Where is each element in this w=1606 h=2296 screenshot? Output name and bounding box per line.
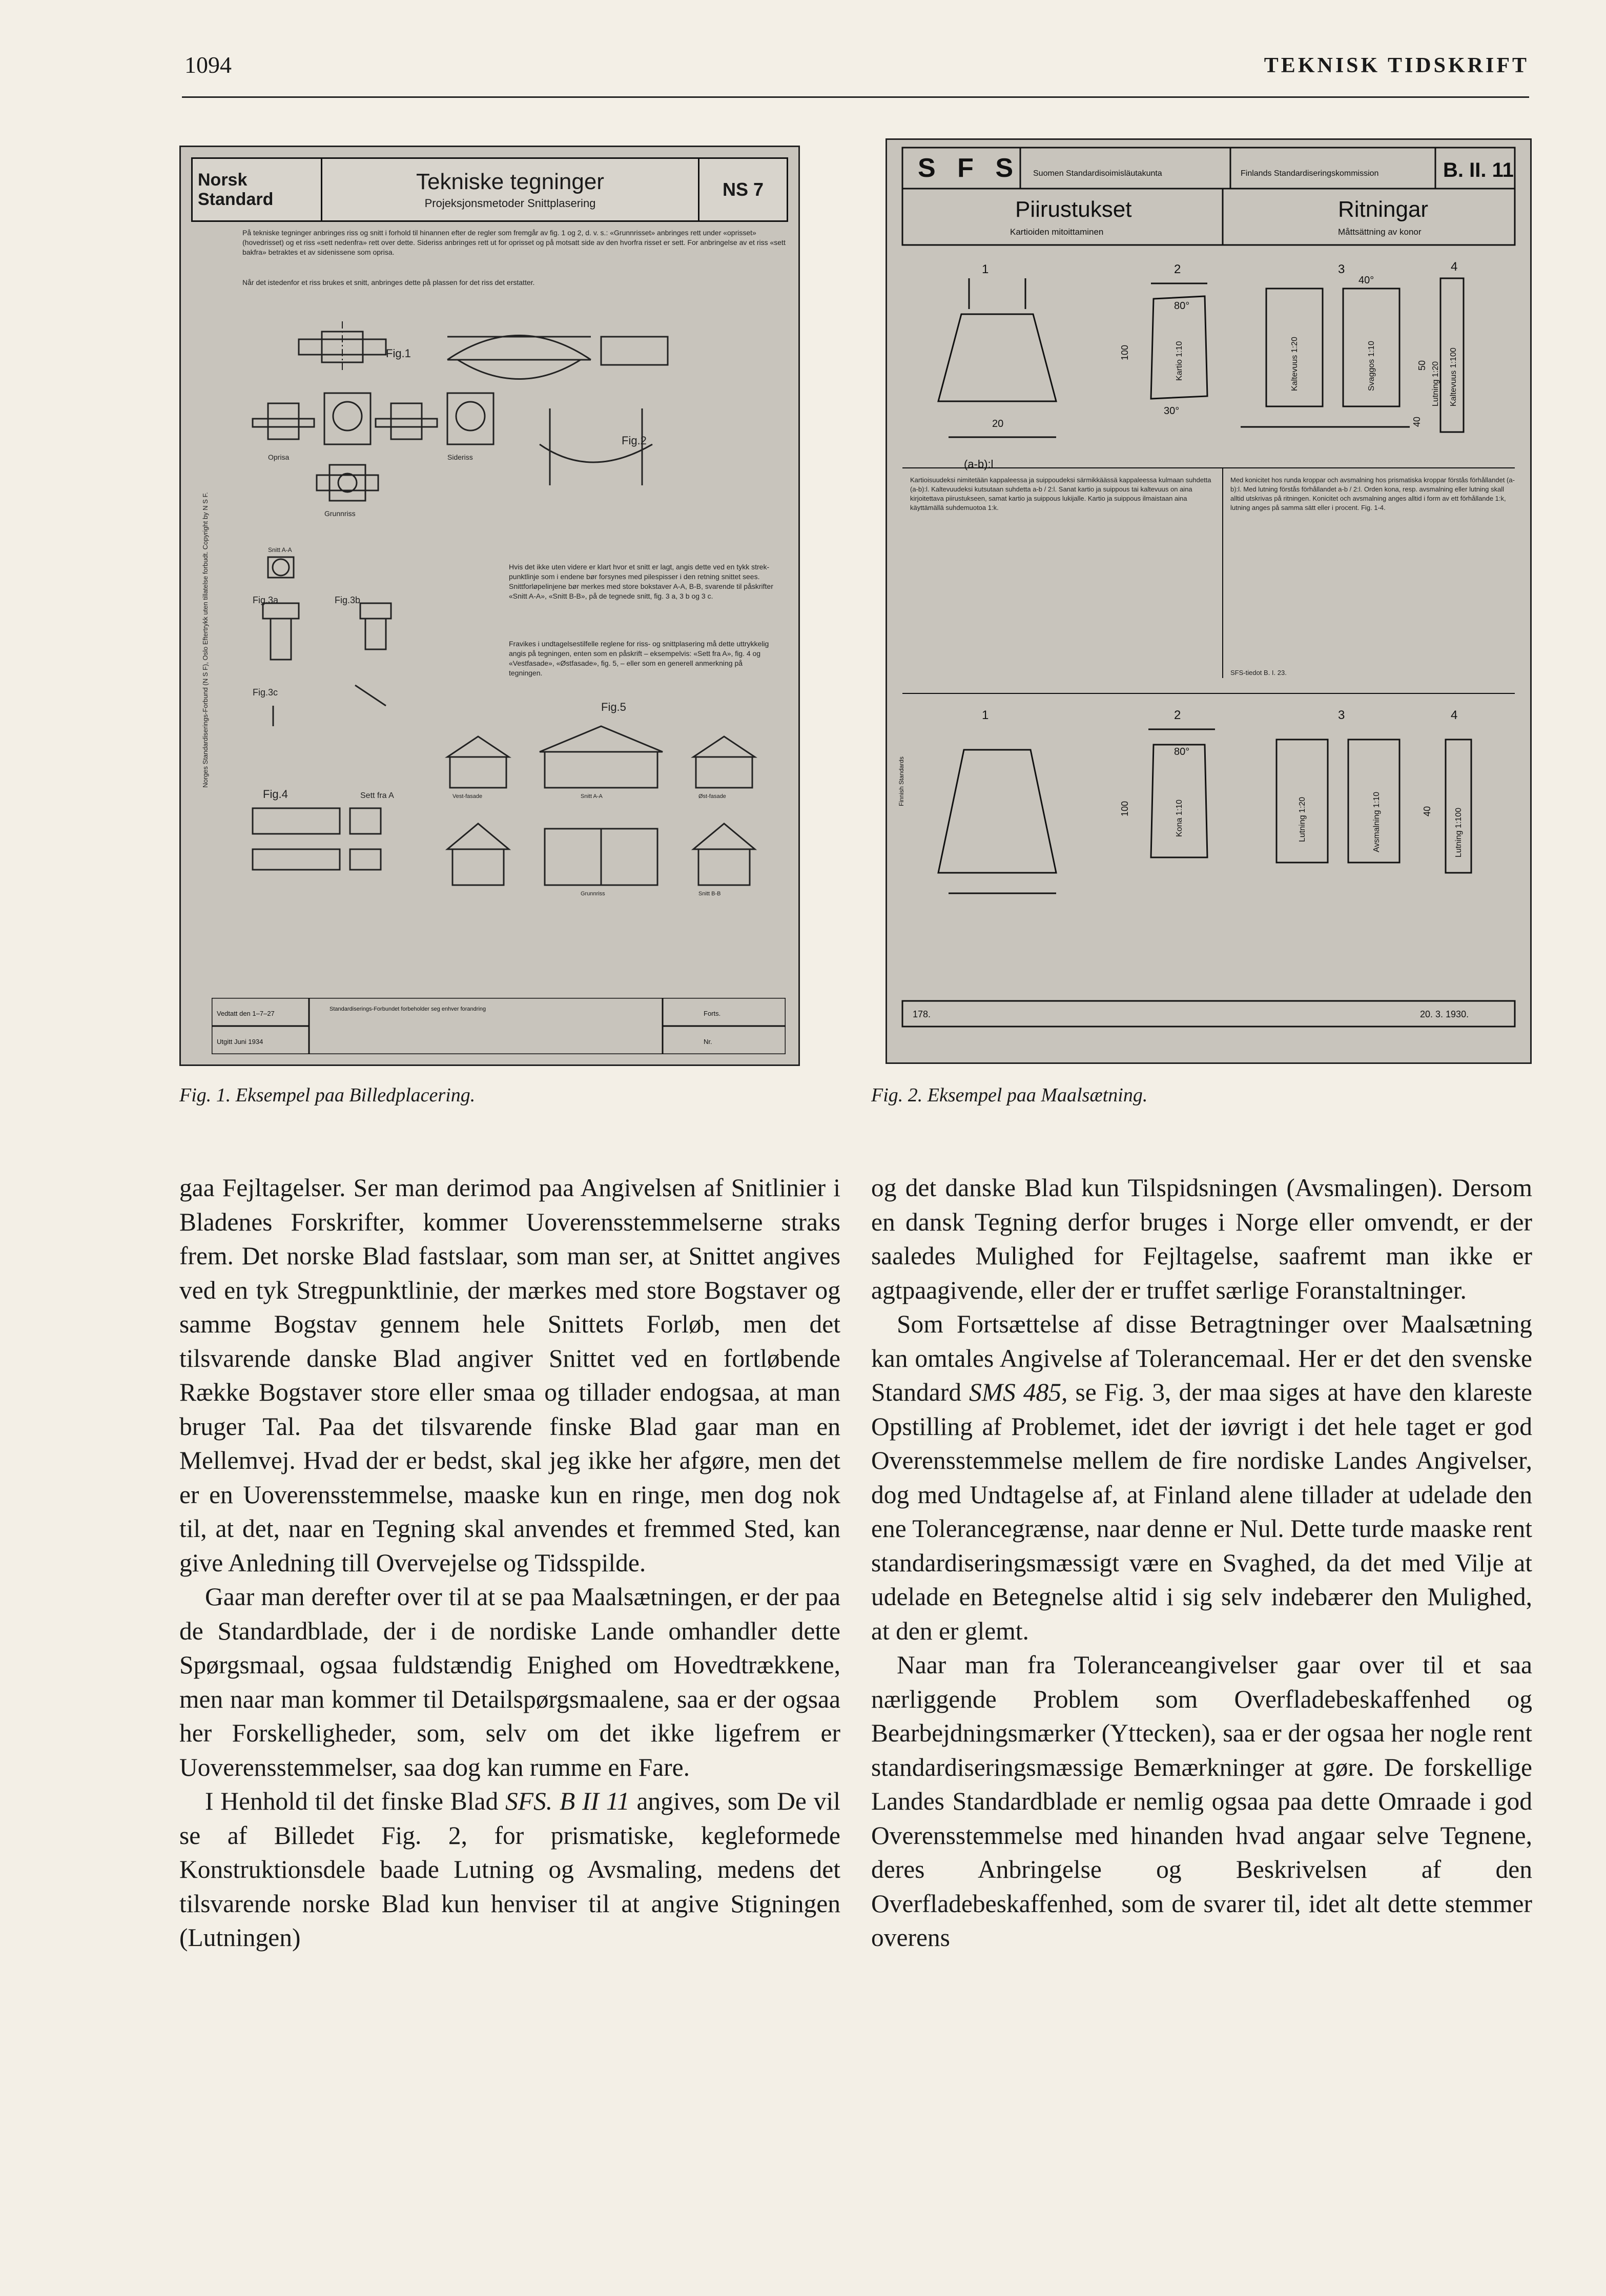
fig1-label-3a: Fig.3a — [253, 595, 279, 605]
fig1-fig5-houses — [447, 726, 755, 885]
fig2-org-fi: Suomen Standardisoimisläutakunta — [1033, 169, 1162, 178]
fig1-footer-vedtatt: Vedtatt den 1–7–27 — [217, 1010, 275, 1017]
figure-2-sfs-standard — [886, 138, 1532, 1064]
fig2-dim-4: 4 — [1451, 260, 1458, 274]
fig1-bridge-drawing — [447, 336, 668, 486]
fig1-fig3-parts — [263, 557, 391, 726]
fig1-view-oprisa: Oprisa — [268, 453, 290, 461]
fig2-lutning-b: Lutning 1:20 — [1298, 796, 1307, 842]
fig2-lutning-c: Lutning 1:100 — [1454, 808, 1463, 857]
fig1-title: Tekniske tegninger — [416, 169, 604, 194]
fig2-formula: (a-b):l — [964, 458, 994, 470]
fig1-title-cell — [322, 159, 699, 220]
right-p2-pre: Som Fortsættelse af disse Betragtninger over Maalsætning kan omtales Angivelse af Tolerancemaal. Her er det den svenske Standard — [871, 1310, 1532, 1406]
fig2-kaltevuus: Kaltevuus 1:20 — [1290, 337, 1299, 391]
fig1-footer-nr: Nr. — [704, 1038, 712, 1046]
fig2-dim-100: 100 — [1120, 344, 1130, 360]
fig1-part-elevation — [299, 321, 386, 373]
right-p2-em: SMS 485, — [969, 1378, 1068, 1406]
header-rule — [182, 96, 1529, 98]
left-paragraph-1: gaa Fejltagelser. Ser man derimod paa Angivelsen af Snitlinier i Bladenes Forskrifter, kommer Uoverensstemmelserne straks frem. Det norske Blad fastslaar, som man ser, at Snittet angives ved en tyk Stregpunktlinie, der mærkes med store Bogstaver og samme Bogstav gennem hele Snittets Forløb, men det tilsvarende danske Blad angiver Snittet ved en fortløbende Række Bogstaver store eller smaa og tillader endogsaa, at man bruger Tal. Paa det tilsvarende finske Blad gaar man en Mellemvej. Hvad der er bedst, skal jeg ikke her afgøre, men det er en Uoverensstemmelse, maaske kun en ringe, men dog nok til, at det, naar en Tegning skal anvendes et fremmed Sted, kan give Anledning till Overvejelse og Tidsspilde. — [179, 1174, 840, 1577]
fig1-label-3c: Fig.3c — [253, 687, 278, 698]
fig1-view-sideriss: Sideriss — [447, 453, 473, 461]
fig1-part-plan — [317, 465, 378, 501]
fig2-text-fi: Kartioisuudeksi nimitetään kappaleessa ja suippoudeksi särmikkäässä kappaleessa kulmaan suhdetta (a-b):l. Kaltevuudeksi kutsutaan suhdetta a-b / 2:l. Sanat kartio ja suippous tai kaltevuus on aina kirjoitettava piirustukseen, samat kartio ja suippous lukijalle. Kartio ja suippous ilmaistaan aina käyttämällä suhdemuotoa 1:k. — [910, 476, 1211, 511]
fig2-kaltevuus-b: Kaltevuus 1:100 — [1449, 347, 1458, 406]
fig2-dim-20: 20 — [992, 418, 1004, 429]
fig2-date: 20. 3. 1930. — [1420, 1009, 1469, 1019]
fig2-subtitle-sv: Måttsättning av konor — [1338, 227, 1422, 237]
figure-1-norsk-standard — [179, 146, 800, 1066]
fig2-bdim-3: 3 — [1338, 708, 1345, 722]
fig2-kona: Kona 1:10 — [1175, 799, 1184, 837]
fig2-dim-1: 1 — [982, 262, 989, 276]
fig1-label-2: Fig.2 — [622, 434, 647, 447]
fig2-bdim-80: 80° — [1174, 746, 1190, 757]
fig1-number: NS 7 — [722, 179, 764, 200]
fig1-side-text: Norges Standardiserings-Forbund (N S F), Oslo Eftertrykk uten tillatelse forbudt. Copyright by N S F. — [201, 492, 209, 788]
journal-title: TEKNISK TIDSKRIFT — [1264, 54, 1529, 77]
left-p3-post: angives, som De vil se af Billedet Fig. 2, for prismatiske, kegleformede Konstruktionsdele baade Lutning og Avsmaling, medens det tilsvarende norske Blad kun henviser til at angive Stigningen (Lutningen) — [179, 1787, 840, 1952]
fig2-ref: SFS-tiedot B. I. 23. — [1230, 669, 1287, 676]
figure-1-caption: Fig. 1. Eksempel paa Billedplacering. — [179, 1084, 476, 1106]
fig2-bdim-4: 4 — [1451, 708, 1458, 722]
fig1-sett-fra: Sett fra A — [360, 791, 394, 800]
fig2-bdim-40: 40 — [1422, 806, 1432, 816]
fig2-text-sv: Med konicitet hos runda kroppar och avsmalning hos prismatiska kroppar förstås förhållandet (a-b):l. Med lutning förstås förhållandet a-b / 2:l. Orden kona, resp. avsmalning eller lutning skall alltid utskrivas på ritningen. Konicitet och avsmalning anges alltid i form av ett förhållande 1:k, lutning anges på samma sätt eller i procent. Fig. 1-4. — [1230, 476, 1515, 511]
fig1-part-views — [253, 393, 493, 444]
fig2-bdim-100: 100 — [1120, 801, 1130, 816]
fig2-org-sv: Finlands Standardiseringskommission — [1241, 169, 1379, 178]
fig2-bdim-2: 2 — [1174, 708, 1181, 722]
left-paragraph-3 — [179, 1785, 840, 1955]
right-p2-post: se Fig. 3, der maa siges at have den klareste Opstilling af Problemet, idet der iøvrigt i det hele taget er god Overensstemmelse mellem de fire nordiske Landes Angivelser, dog med Undtagelse af, at Finland alene tillader at udelade den ene Tolerancegrænse, naar denne er Nul. Dette turde maaske rent standardiseringsmæssigt være en Svaghed, da det med Vilje at udelade en Betegnelse altid i sig selv indebærer den Mulighed, at den er glemt. — [871, 1378, 1532, 1645]
left-p3-pre: I Henhold til det finske Blad — [205, 1787, 506, 1815]
right-paragraph-2 — [871, 1307, 1532, 1648]
fig2-dim-80: 80° — [1174, 300, 1190, 312]
fig1-footer-block — [212, 998, 786, 1054]
fig1-note: Hvis det ikke uten videre er klart hvor et snitt er lagt, angis dette ved en tykk strek-punktlinje som i endene bør forsynes med pilespisser i den retning snittet sees. Snittforløpelinjene bør merkes med store bokstaver A-A, B-B, svarende til påskrifter «Snitt A-A», «Snitt B-B», på de tegnede snitt, fig. 3 a, 3 b og 3 c. — [509, 563, 773, 600]
body-column-left — [179, 1171, 840, 1955]
figure-2-caption: Fig. 2. Eksempel paa Maalsætning. — [871, 1084, 1148, 1106]
fig2-dim-50: 50 — [1417, 360, 1427, 371]
fig1-footer-utgitt: Utgitt Juni 1934 — [217, 1038, 263, 1046]
right-paragraph-1: og det danske Blad kun Tilspidsningen (Avsmalingen). Dersom en dansk Tegning derfor bruges i Norge eller omvendt, er der saaledes Mulighed for Fejltagelse, saafremt man ikke er agtpaagivende, eller der er truffet særlige Foranstaltninger. — [871, 1174, 1532, 1304]
fig1-subtitle: Projeksjonsmetoder Snittplasering — [424, 197, 596, 210]
fig2-bdim-1: 1 — [982, 708, 989, 722]
fig2-title-fi: Piirustukset — [1015, 197, 1132, 222]
fig1-house-vest: Vest-fasade — [452, 793, 483, 799]
fig2-lutning-a: Lutning 1:20 — [1431, 361, 1440, 406]
body-column-right — [871, 1171, 1532, 1955]
fig1-label-1: Fig.1 — [386, 347, 411, 360]
fig2-svaggos: Svaggos 1:10 — [1367, 341, 1376, 391]
fig2-dim-3: 3 — [1338, 262, 1345, 276]
fig2-title-sv: Ritningar — [1338, 197, 1429, 222]
fig2-drawing — [887, 140, 1530, 1062]
fig1-footer-forts: Forts. — [704, 1010, 721, 1017]
fig1-titleblock — [191, 157, 788, 222]
fig2-dim-30: 30° — [1164, 405, 1180, 417]
fig2-avsmalning: Avsmalning 1:10 — [1372, 792, 1381, 852]
fig2-org: S F S — [918, 153, 1021, 183]
fig2-side-label: Finnish Standards — [898, 756, 905, 806]
right-paragraph-3: Naar man fra Toleranceangivelser gaar over til et saa nærliggende Problem som Overfladebeskaffenhed og Bearbejdningsmærker (Yttecken), saa er der ogsaa her nogle rent standardiseringsmæssige Bemærkninger at gøre. De forskellige Landes Standardblade er nemlig ogsaa paa dette Omraade i god Overensstemmelse med hinanden hvad angaar selve Tegnene, deres Anbringelse og Beskrivelsen af den Overfladebeskaffenhed, som de svarer til, idet alt dette stemmer overens — [871, 1651, 1532, 1952]
fig2-kartio: Kartio 1:10 — [1175, 341, 1184, 381]
fig2-dim-2: 2 — [1174, 262, 1181, 276]
fig2-footer-num: 178. — [913, 1009, 931, 1019]
fig1-label-3b: Fig.3b — [335, 595, 361, 605]
fig1-intro: På tekniske tegninger anbringes riss og snitt i forhold til hinannen efter de regler som fremgår av fig. 1 og 2, d. v. s.: «Grunnrisset» anbringes rett under «oprisset» (hovedrisset) og et riss «sett nedenfra» rett over dette. Sideriss anbringes rett ut for oprisset og på motsatt side av den hvorfra risset er sett. For anbringelse av et riss «sett bakfra» betraktes et av sidenissene som oprisa. — [242, 229, 786, 256]
fig1-label-5: Fig.5 — [601, 701, 626, 713]
fig1-org: Norsk Standard — [193, 159, 322, 220]
fig1-house-snitt-a: Snitt A-A — [581, 793, 603, 799]
left-p3-em: SFS. B II 11 — [505, 1787, 630, 1815]
fig1-house-ost: Øst-fasade — [698, 793, 726, 799]
left-paragraph-2: Gaar man derefter over til at se paa Maalsætningen, er der paa de Standardblade, der i de nordiske Lande omhandler dette Spørgsmaal, ogsaa fuldstændig Enighed om Hovedtrækkene, men naar man kommer til Detailspørgsmaalene, saa er der ogsaa her Forskelligheder, som, selv om det ikke ligefrem er Uoverensstemmelser, saa dog kan rumme en Fare. — [179, 1583, 840, 1781]
fig1-house-snitt-b: Snitt B-B — [698, 891, 721, 897]
fig2-dim-40: 40° — [1358, 275, 1374, 286]
fig1-footer-mid: Standardiserings-Forbundet forbeholder seg enhver forandring — [330, 1006, 486, 1012]
fig2-dim-40b: 40 — [1412, 416, 1422, 427]
fig1-house-grunnriss: Grunnriss — [581, 891, 605, 897]
fig2-subtitle-fi: Kartioiden mitoittaminen — [1010, 227, 1104, 237]
fig1-label-4: Fig.4 — [263, 788, 288, 801]
page-number: 1094 — [184, 52, 232, 78]
fig1-fig4-parts — [253, 808, 381, 870]
fig2-number: B. II. 11 — [1443, 159, 1514, 181]
fig1-note2: Fravikes i undtagelsestilfelle reglene for riss- og snittplasering må dette uttrykkelig angis på tegningen, enten som en påskrift – eksempelvis: «Sett fra A», fig. 4 og «Vestfasade», «Østfasade», fig. 5, – eller som en generell anmerkning på tegningen. — [509, 640, 769, 677]
fig1-intro2: Når det istedenfor et riss brukes et snitt, anbringes dette på plassen for det riss det erstatter. — [242, 278, 535, 286]
fig1-view-grunnriss: Grunnriss — [324, 509, 356, 518]
fig1-view-snitt: Snitt A-A — [268, 546, 292, 554]
